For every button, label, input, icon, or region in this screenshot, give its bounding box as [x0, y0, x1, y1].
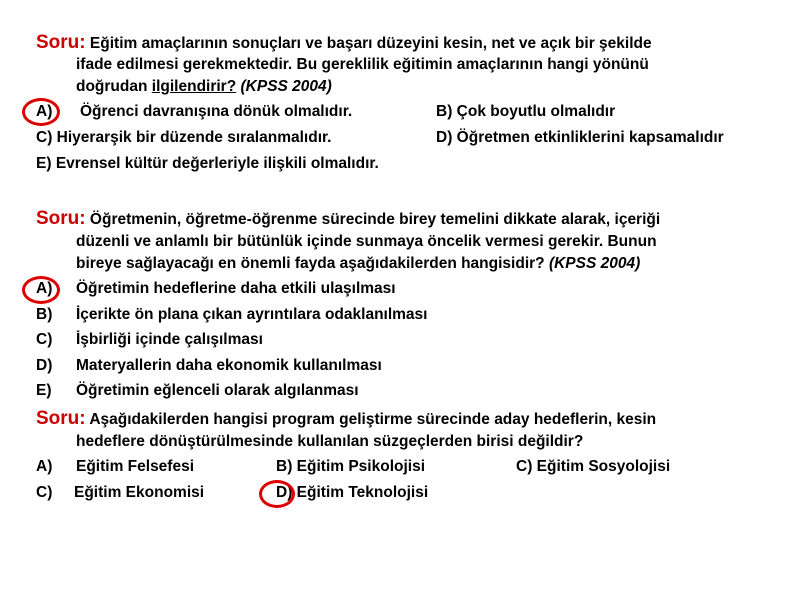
q3-option-c: [516, 457, 670, 477]
q1-underlined-word: ilgilendirir?: [151, 78, 237, 95]
q2-source: (KPSS 2004): [544, 255, 641, 272]
q3-answer-circle: [259, 480, 295, 508]
q3-option-d: [276, 483, 428, 503]
q3-option-c2-text: Eğitim Ekonomisi: [74, 484, 205, 501]
q2-text-line3: bireye sağlayacağı en önemli fayda aşağıdakilerden hangisidir?: [76, 255, 545, 272]
q1-text-line3: doğrudan: [76, 78, 152, 95]
q1-text-line2: ifade edilmesi gerekmektedir. Bu gereklilik eğitimin amaçlarının hangi yönünü: [76, 56, 649, 73]
q1-option-b: [436, 102, 615, 122]
q3-label: Soru:: [36, 408, 86, 429]
q3-option-a-text: Eğitim Felsefesi: [76, 458, 195, 475]
q2-label: Soru:: [36, 208, 86, 229]
q2-option-e-text: Öğretimin eğlenceli olarak algılanması: [76, 382, 359, 399]
q3-line1: [36, 409, 656, 430]
q3-option-c2-letter: C): [36, 484, 53, 501]
q3-option-a-letter: A): [36, 458, 53, 475]
q2-answer-circle: [22, 276, 60, 304]
q1-line3: [76, 77, 332, 97]
q2-option-b-text: İçerikte ön plana çıkan ayrıntılara odaklanılması: [76, 306, 428, 323]
q3-text-line2: hedeflere dönüştürülmesinde kullanılan süzgeçlerden birisi değildir?: [76, 433, 584, 450]
q1-option-e: [36, 154, 379, 174]
q2-option-c-letter: C): [36, 331, 53, 348]
q3-option-c-letter: C): [516, 458, 533, 475]
q1-option-c-letter: C): [36, 129, 53, 146]
q1-option-a-text: Öğrenci davranışına dönük olmalıdır.: [80, 103, 353, 120]
q1-option-d-text: Öğretmen etkinliklerini kapsamalıdır: [456, 129, 724, 146]
q3-option-b-text: Eğitim Psikolojisi: [296, 458, 426, 475]
q2-line3: [76, 254, 640, 274]
q1-option-d-letter: D): [436, 129, 453, 146]
q1-option-c: [36, 128, 331, 148]
q1-option-e-letter: E): [36, 155, 52, 172]
q2-option-d-letter: D): [36, 357, 53, 374]
q1-option-c-text: Hiyerarşik bir düzende sıralanmalıdır.: [56, 129, 332, 146]
q1-option-d: [436, 128, 724, 148]
q2-option-d-text: Materyallerin daha ekonomik kullanılması: [76, 357, 382, 374]
q1-option-b-text: Çok boyutlu olmalıdır: [456, 103, 616, 120]
q3-option-c-text: Eğitim Sosyolojisi: [536, 458, 671, 475]
q1-label: Soru:: [36, 32, 86, 53]
q2-option-b-letter: B): [36, 306, 53, 323]
q3-option-b-letter: B): [276, 458, 293, 475]
q2-text-line2: düzenli ve anlamlı bir bütünlük içinde sunmaya öncelik vermesi gerekir. Bunun: [76, 233, 657, 250]
q1-option-b-letter: B): [436, 103, 453, 120]
q3-text-line1: Aşağıdakilerden hangisi program geliştirme sürecinde aday hedeflerin, kesin: [89, 411, 657, 428]
q3-option-d-letter: D): [276, 484, 293, 501]
q2-option-a-letter: A): [36, 280, 53, 297]
q2-option-a-text: Öğretimin hedeflerine daha etkili ulaşılması: [76, 280, 396, 297]
q2-line1: [36, 209, 660, 230]
q3-option-b: [276, 457, 425, 477]
q3-option-d-text: Eğitim Teknolojisi: [296, 484, 429, 501]
q1-text-line1: Eğitim amaçlarının sonuçları ve başarı düzeyini kesin, net ve açık bir şekilde: [89, 35, 652, 52]
q2-option-c-text: İşbirliği içinde çalışılması: [76, 331, 263, 348]
q2-option-e-letter: E): [36, 382, 52, 399]
q1-line1: [36, 33, 652, 54]
q1-answer-circle: [22, 98, 60, 126]
q1-option-e-text: Evrensel kültür değerleriyle ilişkili olmalıdır.: [55, 155, 379, 172]
q1-source: (KPSS 2004): [236, 78, 332, 95]
q2-text-line1: Öğretmenin, öğretme-öğrenme sürecinde birey temelini dikkate alarak, içeriği: [89, 211, 661, 228]
q1-option-a-letter: A): [36, 103, 53, 120]
